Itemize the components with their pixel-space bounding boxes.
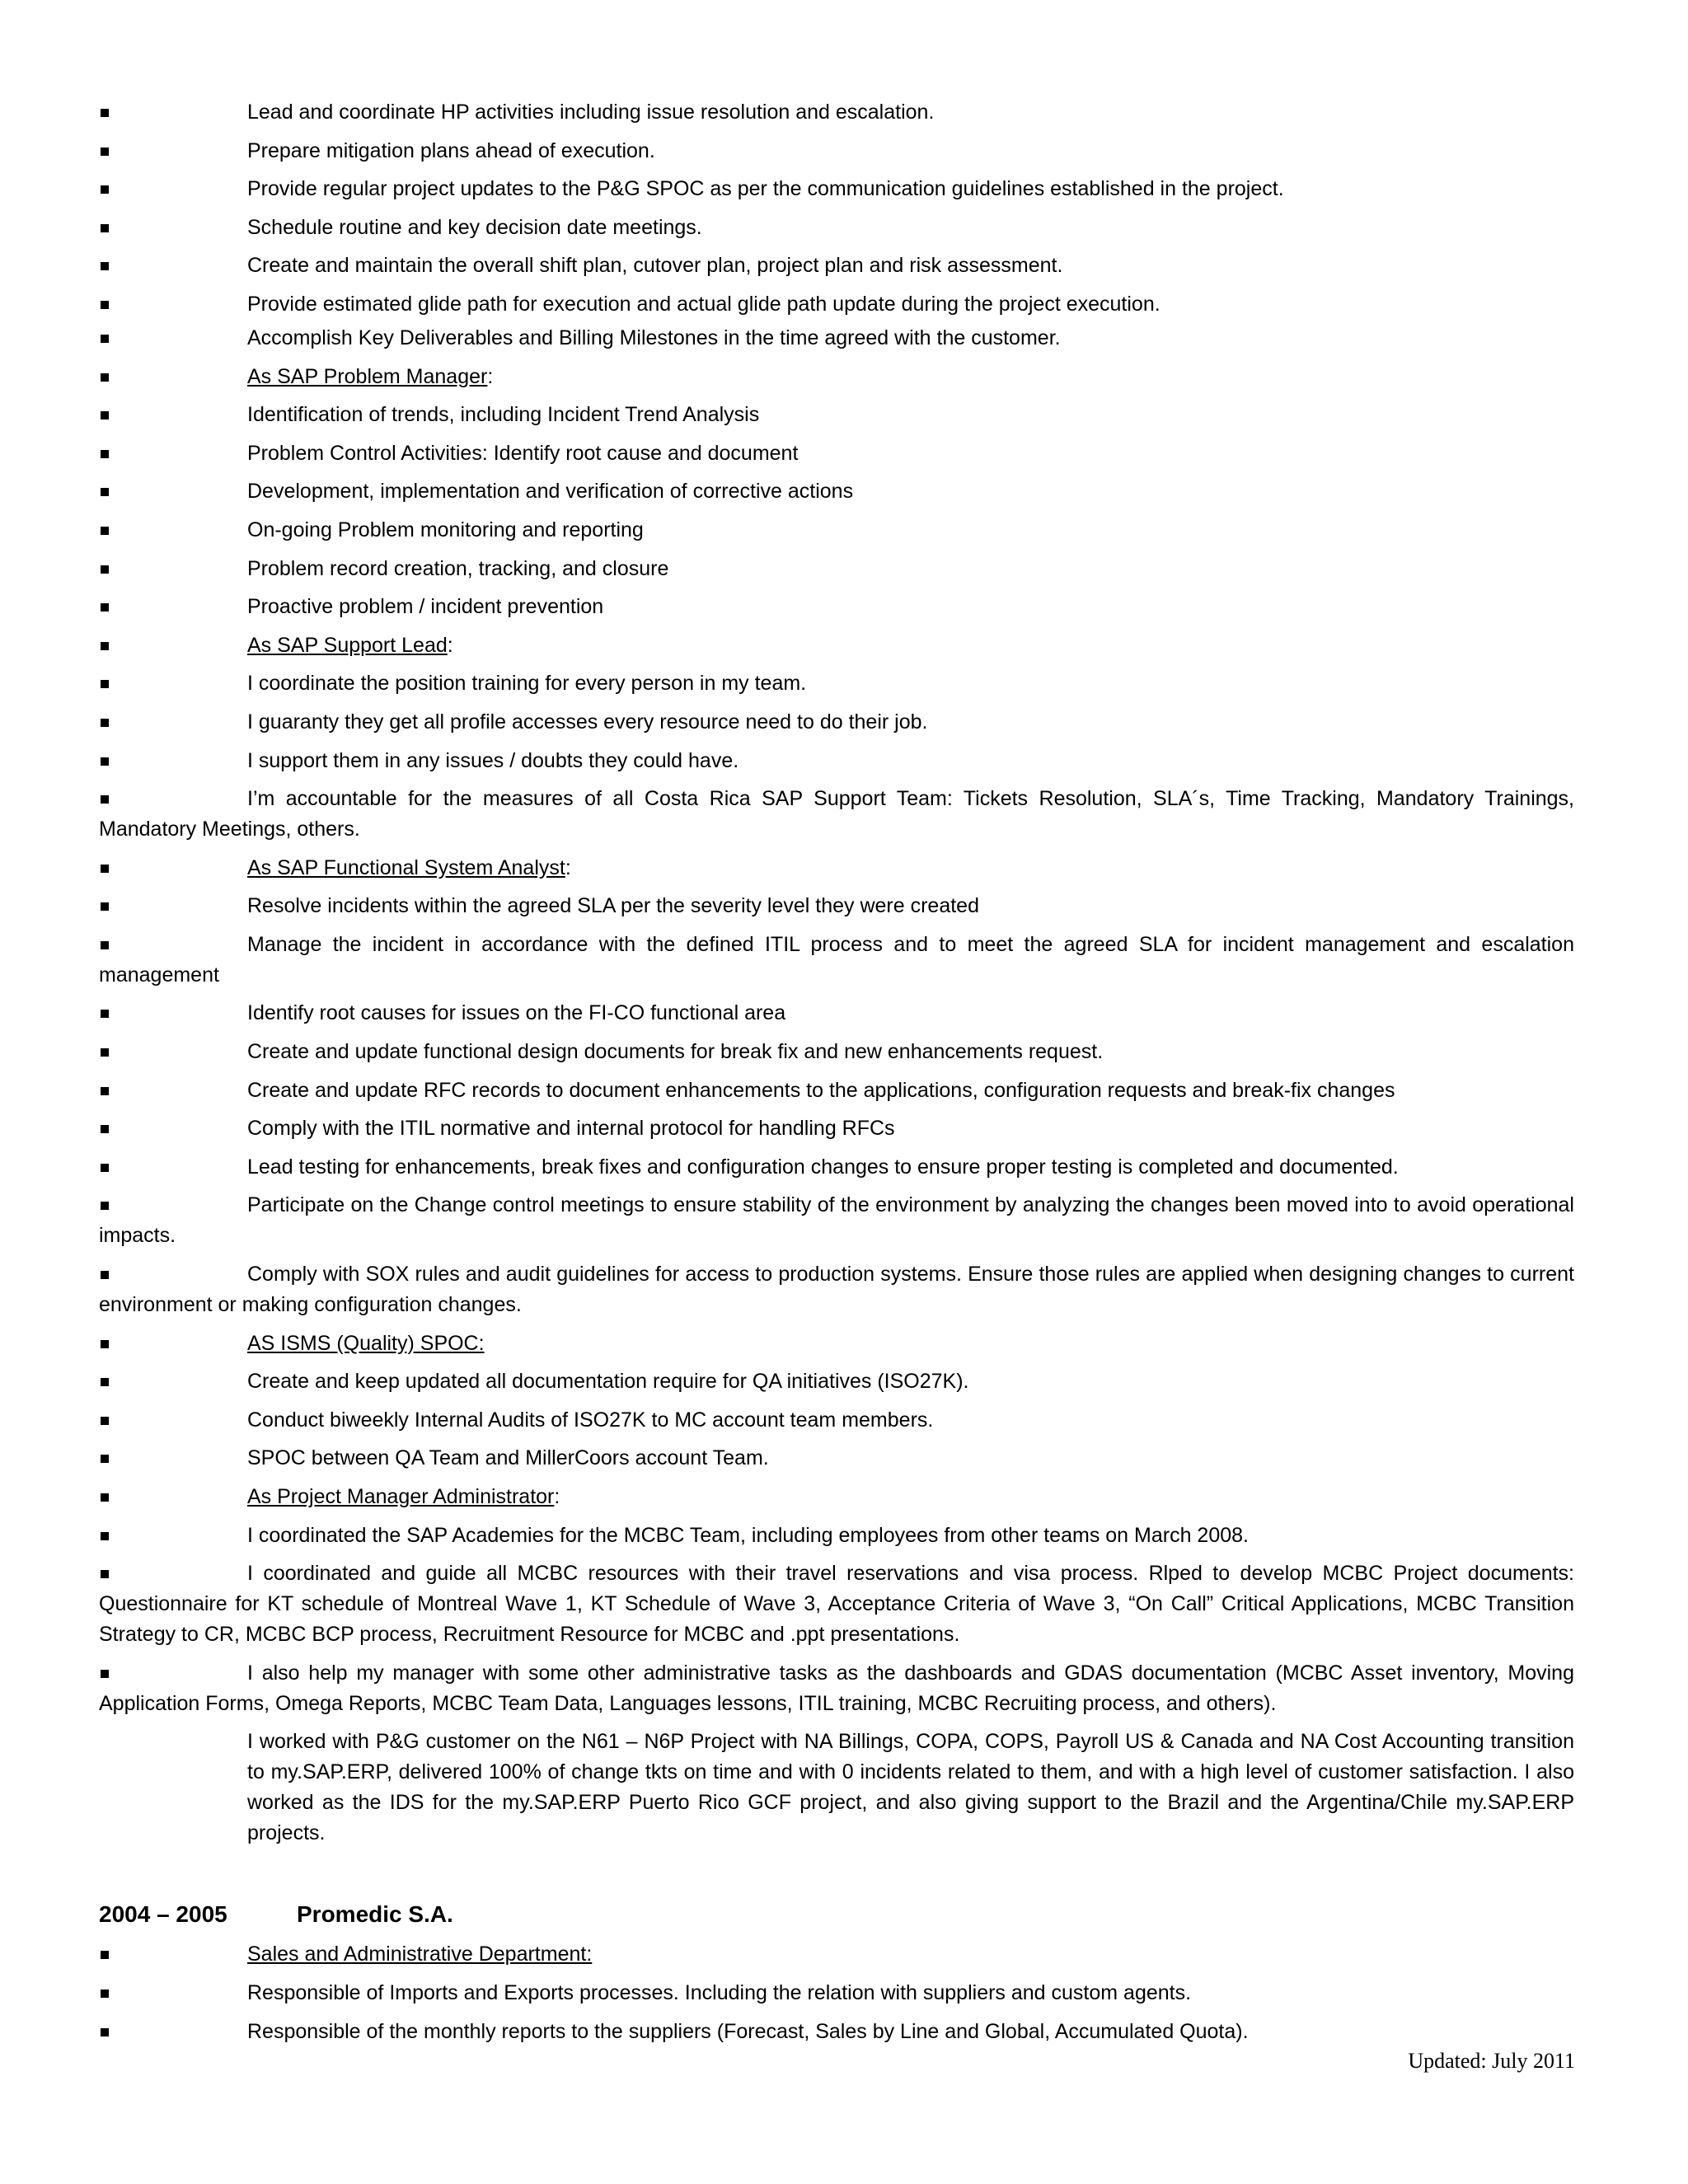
list-item: Comply with SOX rules and audit guidelines for access to production systems. Ensure those rules are applied when designing changes to current environment or making configuration changes.: [99, 1259, 1574, 1320]
job-dates: 2004 – 2005: [99, 1901, 227, 1928]
list-item: I’m accountable for the measures of all Costa Rica SAP Support Team: Tickets Resolution, SLA´s, Time Tracking, Mandatory Trainings, Mandatory Meetings, others.: [99, 784, 1574, 845]
list-item: I guaranty they get all profile accesses every resource need to do their job.: [247, 710, 928, 733]
bullet-icon: [99, 1190, 115, 1221]
section-heading-support-lead: As SAP Support Lead:: [247, 633, 453, 657]
list-item: I coordinated and guide all MCBC resources with their travel reservations and visa process. Rlped to develop MCBC Project documents: Questionnaire for KT schedule of Montreal Wave 1, KT Schedule of Wave 3, Acceptance Criteria of Wave 3, “On Call” Critical Applications, MCBC Transition Strategy to CR, MCBC BCP process, Recruitment Resource for MCBC and .ppt presentations.: [99, 1558, 1574, 1650]
section-heading-project-manager-admin: As Project Manager Administrator:: [247, 1485, 560, 1508]
footer-updated-date: Updated: July 2011: [1408, 2049, 1575, 2073]
list-item: Problem Control Activities: Identify root cause and document: [247, 441, 799, 465]
section-heading-sales-admin: Sales and Administrative Department:: [247, 1943, 593, 1966]
list-item: Lead and coordinate HP activities including issue resolution and escalation.: [247, 101, 935, 124]
list-item: Create and keep updated all documentation require for QA initiatives (ISO27K).: [247, 1370, 969, 1394]
list-item: I coordinated the SAP Academies for the MCBC Team, including employees from other teams on March 2008.: [247, 1523, 1249, 1547]
summary-paragraph: I worked with P&G customer on the N61 – N6P Project with NA Billings, COPA, COPS, Payroll US & Canada and NA Cost Accounting transition to my.SAP.ERP, delivered 100% of change tkts on time and with 0 incidents related to them, and with a high level of customer satisfaction. I also worked as the IDS for the my.SAP.ERP Puerto Rico GCF project, and also giving support to the Brazil and the Argentina/Chile my.SAP.ERP projects.: [247, 1730, 1574, 1845]
list-item: Comply with the ITIL normative and internal protocol for handling RFCs: [247, 1117, 895, 1141]
list-item: I also help my manager with some other administrative tasks as the dashboards and GDAS documentation (MCBC Asset inventory, Moving Application Forms, Omega Reports, MCBC Team Data, Languages lessons, ITIL training, MCBC Recruiting process, and others).: [99, 1658, 1574, 1719]
list-item: Development, implementation and verification of corrective actions: [247, 480, 854, 504]
bullet-icon: [99, 784, 115, 814]
bullet-icon: [99, 1658, 115, 1689]
section-heading-functional-analyst: As SAP Functional System Analyst:: [247, 855, 571, 879]
list-item: Provide regular project updates to the P&G SPOC as per the communication guidelines established in the project.: [247, 177, 1284, 201]
list-item: Identify root causes for issues on the FI-CO functional area: [247, 1001, 786, 1025]
resume-page: [99, 97, 1574, 2055]
list-item: Prepare mitigation plans ahead of execution.: [247, 138, 655, 162]
section-heading-problem-manager: As SAP Problem Manager:: [247, 364, 494, 388]
list-item: Responsible of Imports and Exports processes. Including the relation with suppliers and custom agents.: [247, 1980, 1192, 2004]
list-item: Manage the incident in accordance with the defined ITIL process and to meet the agreed SLA for incident management and escalation management: [99, 930, 1574, 991]
list-item: Responsible of the monthly reports to the suppliers (Forecast, Sales by Line and Global, Accumulated Quota).: [247, 2019, 1249, 2043]
list-item: Resolve incidents within the agreed SLA per the severity level they were created: [247, 894, 979, 918]
list-item: Create and update RFC records to document enhancements to the applications, configuration requests and break-fix changes: [247, 1078, 1395, 1102]
list-item: SPOC between QA Team and MillerCoors account Team.: [247, 1446, 769, 1470]
list-item: I support them in any issues / doubts they could have.: [247, 748, 739, 772]
list-item: Conduct biweekly Internal Audits of ISO27K to MC account team members.: [247, 1408, 934, 1432]
list-item: Lead testing for enhancements, break fixes and configuration changes to ensure proper testing is completed and documented.: [247, 1155, 1399, 1179]
list-item: Provide estimated glide path for execution and actual glide path update during the project execution.: [247, 292, 1160, 316]
list-item: Create and maintain the overall shift plan, cutover plan, project plan and risk assessment.: [247, 254, 1063, 278]
job-header: [99, 1898, 1574, 1931]
list-item: Schedule routine and key decision date meetings.: [247, 215, 702, 239]
bullet-icon: [99, 1259, 115, 1290]
list-item: I coordinate the position training for every person in my team.: [247, 672, 807, 696]
list-item: Participate on the Change control meetings to ensure stability of the environment by analyzing the changes been moved into to avoid operational impacts.: [99, 1190, 1574, 1251]
bullet-icon: [99, 930, 115, 960]
list-item: Problem record creation, tracking, and closure: [247, 556, 669, 580]
list-item: Proactive problem / incident prevention: [247, 595, 604, 619]
list-item: Accomplish Key Deliverables and Billing Milestones in the time agreed with the customer.: [247, 326, 1061, 349]
bullet-icon: [99, 1558, 115, 1589]
job-company: Promedic S.A.: [297, 1901, 453, 1928]
list-item: On-going Problem monitoring and reporting: [247, 518, 644, 541]
list-item: Identification of trends, including Incident Trend Analysis: [247, 403, 760, 427]
list-item: Create and update functional design documents for break fix and new enhancements request.: [247, 1040, 1104, 1064]
section-heading-isms-spoc: AS ISMS (Quality) SPOC:: [247, 1331, 485, 1355]
